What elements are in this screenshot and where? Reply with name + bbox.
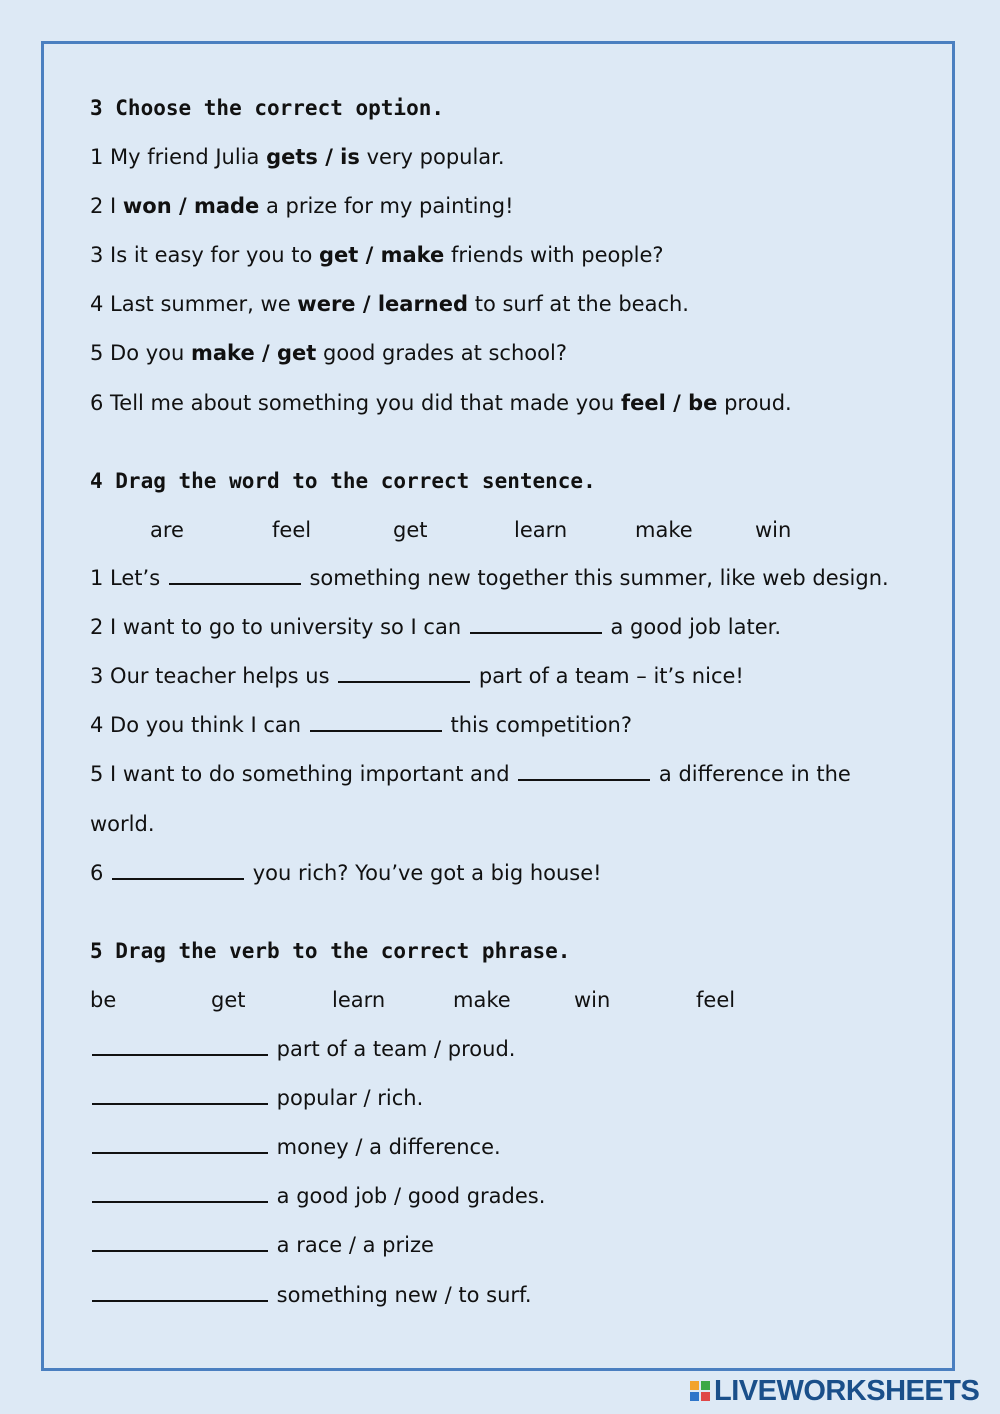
drop-blank[interactable] (338, 663, 470, 683)
section5-item-3: money / a difference. (90, 1133, 501, 1161)
drop-blank[interactable] (92, 1036, 268, 1056)
logo-grid-icon (690, 1381, 710, 1401)
section4-item-5: 5 I want to do something important and a difference in the (90, 762, 851, 786)
section5-item-5: a race / a prize (90, 1231, 434, 1259)
drag-word[interactable]: learn (514, 518, 568, 542)
option-choice[interactable]: feel / be (621, 391, 718, 415)
drag-verb[interactable]: be (90, 988, 117, 1012)
drop-blank[interactable] (518, 761, 650, 781)
section4-item-5-continuation: world. (90, 812, 155, 836)
drag-verb[interactable]: get (211, 988, 246, 1012)
drop-blank[interactable] (310, 712, 442, 732)
section5-item-6: something new / to surf. (90, 1281, 532, 1309)
drag-word[interactable]: are (150, 518, 184, 542)
section4-item-4: 4 Do you think I can this competition? (90, 713, 633, 737)
option-choice[interactable]: gets / is (266, 145, 360, 169)
drop-blank[interactable] (92, 1232, 268, 1252)
section3-heading: 3 Choose the correct option. (90, 96, 445, 120)
section3-item-4: 4 Last summer, we were / learned to surf at the beach. (90, 292, 689, 316)
section4-item-6: 6 you rich? You’ve got a big house! (90, 861, 602, 885)
section5-item-1: part of a team / proud. (90, 1035, 515, 1063)
drag-word[interactable]: get (393, 518, 428, 542)
section3-item-2: 2 I won / made a prize for my painting! (90, 194, 514, 218)
liveworksheets-logo (690, 1376, 979, 1406)
section3-item-1: 1 My friend Julia gets / is very popular. (90, 145, 505, 169)
drop-blank[interactable] (169, 565, 301, 585)
section5-heading: 5 Drag the verb to the correct phrase. (90, 939, 571, 963)
drag-verb[interactable]: learn (332, 988, 386, 1012)
section5-item-4: a good job / good grades. (90, 1182, 545, 1210)
drop-blank[interactable] (92, 1282, 268, 1302)
option-choice[interactable]: make / get (191, 341, 317, 365)
section3-item-5: 5 Do you make / get good grades at school? (90, 341, 567, 365)
section3-item-3: 3 Is it easy for you to get / make friends with people? (90, 243, 664, 267)
drop-blank[interactable] (470, 614, 602, 634)
drag-verb[interactable]: make (453, 988, 511, 1012)
section4-item-2: 2 I want to go to university so I can a good job later. (90, 615, 782, 639)
section4-item-3: 3 Our teacher helps us part of a team – it’s nice! (90, 664, 744, 688)
option-choice[interactable]: get / make (319, 243, 445, 267)
option-choice[interactable]: were / learned (297, 292, 469, 316)
logo-text: LIVEWORKSHEETS (714, 1374, 980, 1407)
drop-blank[interactable] (92, 1183, 268, 1203)
drop-blank[interactable] (92, 1085, 268, 1105)
drag-verb[interactable]: win (574, 988, 611, 1012)
section4-item-1: 1 Let’s something new together this summer, like web design. (90, 566, 889, 590)
section5-item-2: popular / rich. (90, 1084, 423, 1112)
drag-word[interactable]: make (635, 518, 693, 542)
drop-blank[interactable] (112, 860, 244, 880)
section4-heading: 4 Drag the word to the correct sentence. (90, 469, 596, 493)
drop-blank[interactable] (92, 1134, 268, 1154)
drag-word[interactable]: win (755, 518, 792, 542)
section3-item-6: 6 Tell me about something you did that made you feel / be proud. (90, 391, 792, 415)
option-choice[interactable]: won / made (122, 194, 260, 218)
drag-verb[interactable]: feel (696, 988, 736, 1012)
drag-word[interactable]: feel (272, 518, 312, 542)
